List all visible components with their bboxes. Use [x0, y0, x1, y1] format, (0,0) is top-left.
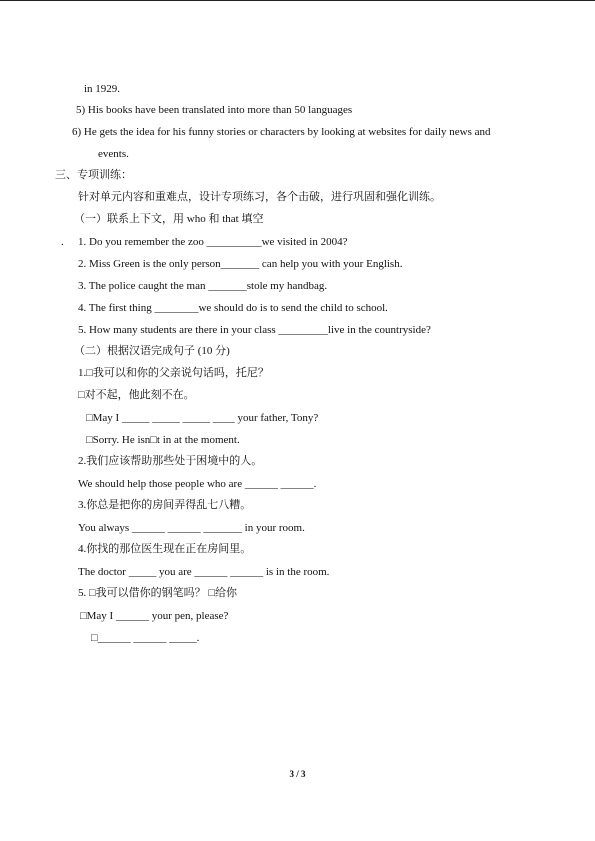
exercise-item: 4. The first thing ________we should do is to send the child to school. — [78, 302, 388, 314]
exercise-item: 5. □我可以借你的钢笔吗？ □给你 — [78, 587, 238, 599]
exercise-item: □Sorry. He isn□t in at the moment. — [86, 434, 240, 446]
exercise-item: 4.你找的那位医生现在正在房间里。 — [78, 543, 252, 555]
exercise-item: 5. How many students are there in your class _________live in the countryside? — [78, 324, 431, 336]
subsection-heading: （二）根据汉语完成句子 (10 分) — [74, 345, 230, 357]
page-number: 3 / 3 — [289, 769, 306, 779]
text-line: in 1929. — [84, 83, 121, 95]
exercise-item: □对不起，他此刻不在。 — [78, 389, 195, 401]
text-line: events. — [98, 148, 129, 160]
exercise-item: The doctor _____ you are ______ ______ is in the room. — [78, 566, 330, 578]
exercise-item: 1.□我可以和你的父亲说句话吗，托尼？ — [78, 367, 269, 379]
exercise-item: 2. Miss Green is the only person_______ can help you with your English. — [78, 258, 403, 270]
exercise-item: □May I ______ your pen, please? — [80, 610, 229, 622]
exercise-item: We should help those people who are ______ ______. — [78, 478, 317, 490]
exercise-item: 3.你总是把你的房间弄得乱七八糟。 — [78, 499, 252, 511]
exercise-item: You always ______ ______ _______ in your room. — [78, 522, 305, 534]
exercise-item: □______ ______ _____. — [91, 632, 200, 644]
text-line: 5) His books have been translated into more than 50 languages — [76, 104, 353, 116]
bullet-dot: . — [61, 236, 64, 248]
exercise-item: 3. The police caught the man _______stole my handbag. — [78, 280, 328, 292]
text-line: 针对单元内容和重难点，设计专项练习，各个击破，进行巩固和强化训练。 — [78, 191, 441, 203]
exercise-item: □May I _____ _____ _____ ____ your father, Tony? — [86, 412, 319, 424]
exercise-item: 2.我们应该帮助那些处于困境中的人。 — [78, 455, 263, 467]
text-line: 6) He gets the idea for his funny stories or characters by looking at websites for daily news and — [72, 126, 491, 138]
section-heading: 三、专项训练： — [55, 169, 132, 181]
header-rule — [0, 0, 595, 1]
subsection-heading: （一）联系上下文，用 who 和 that 填空 — [74, 213, 264, 225]
exercise-item: 1. Do you remember the zoo __________we visited in 2004? — [78, 236, 348, 248]
